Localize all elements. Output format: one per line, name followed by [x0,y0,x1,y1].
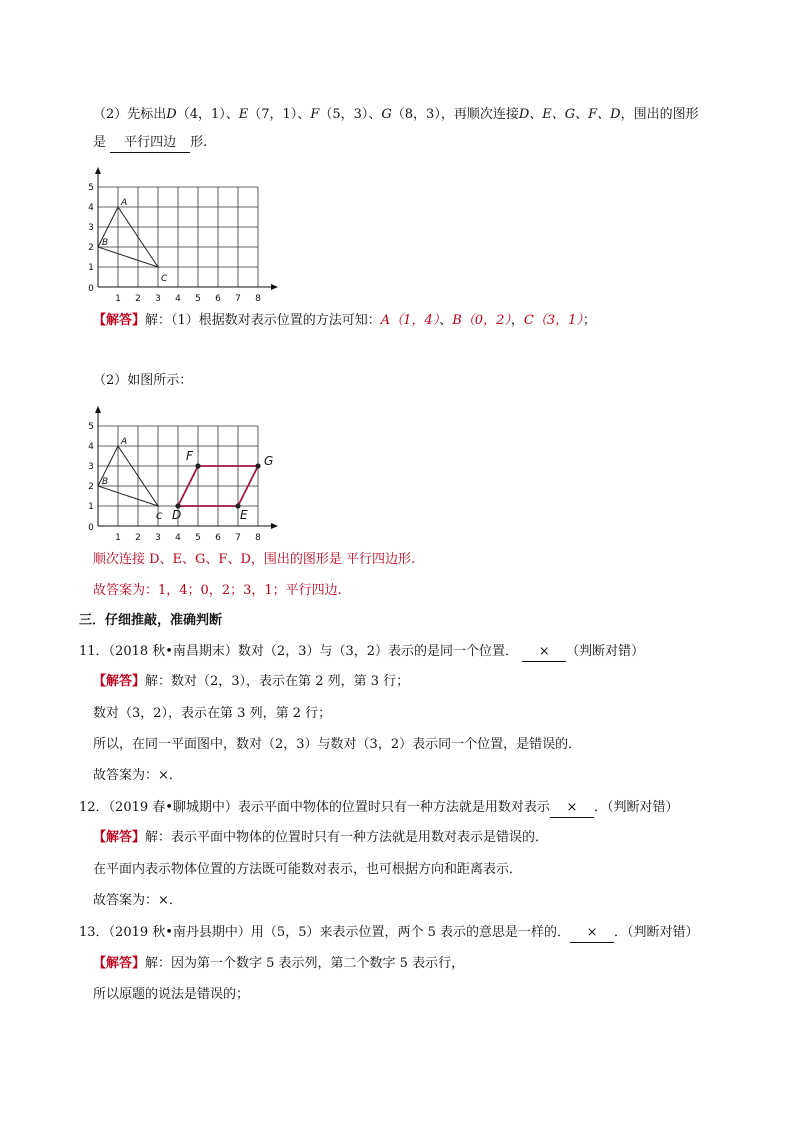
q12-stem [79,799,678,818]
q12-stem-text: 12．（2019 春•聊城期中）表示平面中物体的位置时只有一种方法就是用数对表示 [79,800,550,815]
q12-a1: 解：表示平面中物体的位置时只有一种方法就是用数对表示是错误的． [145,830,549,845]
section-heading: 三．仔细推敲，准确判断 [79,613,223,628]
y-tick-label: 2 [88,243,94,253]
q13-answer-blank: × [570,924,614,943]
connect-sequence: D、E、G、F、D [518,107,621,122]
y-axis-arrow-icon [95,406,101,413]
y-tick-label: 3 [88,462,94,472]
q2-line2-prefix: 是 [93,135,107,150]
origin-label: 0 [88,284,94,294]
q2-tail: ，围出的图形 [620,107,699,122]
x-tick-label: 2 [135,533,141,543]
answer-tag: 【解答】 [93,830,146,845]
point-G-coord: （8，3），再顺次连接 [391,107,519,122]
x-tick-label: 6 [215,294,221,304]
point-label-C: C [161,274,168,284]
answer1-end: ； [582,313,596,328]
origin-label: 0 [88,523,94,533]
point-E-label: E [238,107,249,122]
q13-a1: 解：因为第一个数字 5 表示列，第二个数字 5 表示行， [145,956,465,971]
x-tick-label: 4 [175,294,181,304]
answer1-line [93,312,596,330]
y-tick-label: 1 [88,263,94,273]
answer1-B: B（0，2） [452,313,511,328]
x-tick-label: 1 [115,294,121,304]
point-G-label: G [381,107,392,122]
q11-stem [79,643,644,662]
coordinate-grid-chart-2 [84,398,290,543]
answer2-final: 故答案为：1，4；0，2；3，1；平行四边. [93,583,342,598]
point-D-label: D [166,107,177,122]
point-label-C: C [156,512,163,522]
answer1-A: A（1，4） [380,313,440,328]
x-tick-label: 5 [195,533,201,543]
point-D-coord: （4，1）、 [176,107,239,122]
x-tick-label: 2 [135,294,141,304]
x-tick-label: 4 [175,533,181,543]
x-tick-label: 3 [155,533,161,543]
answer1-sep1: 、 [439,313,453,328]
q11-a1: 解：数对（2，3），表示在第 2 列，第 3 行； [145,674,410,689]
point-E-coord: （7，1）、 [248,107,311,122]
y-tick-label: 3 [88,223,94,233]
x-tick-label: 1 [115,533,121,543]
x-tick-label: 8 [255,533,261,543]
q11-answer-line4: 故答案为：×． [93,768,182,783]
point-label-D: D [172,508,182,522]
triangle-ABC [98,207,158,267]
point-F [195,463,200,468]
point-label-B: B [102,238,109,248]
x-tick-label: 5 [195,294,201,304]
point-label-G: G [264,454,274,468]
y-tick-label: 4 [88,442,94,452]
point-label-A: A [121,198,128,208]
x-tick-label: 3 [155,294,161,304]
triangle-ABC [98,446,158,506]
answer1-C: C（3，1） [523,313,583,328]
point-G [255,463,260,468]
q12-answer-blank: × [550,799,594,818]
q11-answer-line2: 数对（3，2），表示在第 3 列，第 2 行； [93,706,332,721]
point-label-A: A [121,437,128,447]
q2-line2-suffix: 形. [190,135,208,150]
point-label-F: F [186,449,193,463]
q12-answer-line1 [93,829,548,847]
y-tick-label: 4 [88,203,94,213]
q2-stem-line2 [93,134,207,153]
answer2-line: 顺次连接 D、E、G、F、D，围出的图形是 平行四边形. [93,552,416,567]
y-tick-label: 5 [88,422,94,432]
answer-tag: 【解答】 [93,674,146,689]
q13-answer-line1 [93,955,464,973]
answer-tag: 【解答】 [93,313,146,328]
answer-tag: 【解答】 [93,956,146,971]
y-tick-label: 5 [88,183,94,193]
x-tick-label: 7 [235,533,241,543]
q13-stem-text: 13．（2019 秋•南丹县期中）用（5，5）来表示位置，两个 5 表示的意思是一样的． [79,925,571,940]
q2-intro: （2）先标出 [93,107,167,122]
q2-answer-blank: 平行四边 [110,134,190,153]
q13-answer-line2: 所以原题的说法是错误的； [93,987,250,1002]
q12-answer-line3: 故答案为：×． [93,893,182,908]
q11-suffix: （判断对错） [566,644,645,659]
y-tick-label: 2 [88,482,94,492]
q11-answer-line1 [93,673,409,691]
y-tick-label: 1 [88,502,94,512]
q13-suffix: ．（判断对错） [614,925,699,940]
answer1-text: 解：（1）根据数对表示位置的方法可知： [145,313,381,328]
point-label-E: E [240,508,248,522]
x-axis-arrow-icon [271,523,278,529]
x-axis-arrow-icon [271,284,278,290]
point-F-coord: （5，3）、 [319,107,382,122]
q11-answer-line3: 所以，在同一平面图中，数对（2，3）与数对（3，2）表示同一个位置，是错误的． [93,737,582,752]
coordinate-grid-chart-1 [84,162,284,304]
answer2-intro: （2）如图所示： [93,373,193,388]
q11-answer-blank: × [522,643,566,662]
x-tick-label: 7 [235,294,241,304]
q2-stem-line1 [93,106,699,124]
answer1-sep2: ， [510,313,524,328]
q12-answer-line2: 在平面内表示物体位置的方法既可能数对表示，也可根据方向和距离表示． [93,862,523,877]
q13-stem [79,924,699,943]
x-tick-label: 8 [255,294,261,304]
q11-stem-text: 11．（2018 秋•南昌期末）数对（2，3）与（3，2）表示的是同一个位置． [79,644,519,659]
q12-suffix: ．（判断对错） [593,800,679,815]
point-label-B: B [102,477,109,487]
y-axis-arrow-icon [95,167,101,174]
point-F-label: F [310,107,320,122]
x-tick-label: 6 [215,533,221,543]
